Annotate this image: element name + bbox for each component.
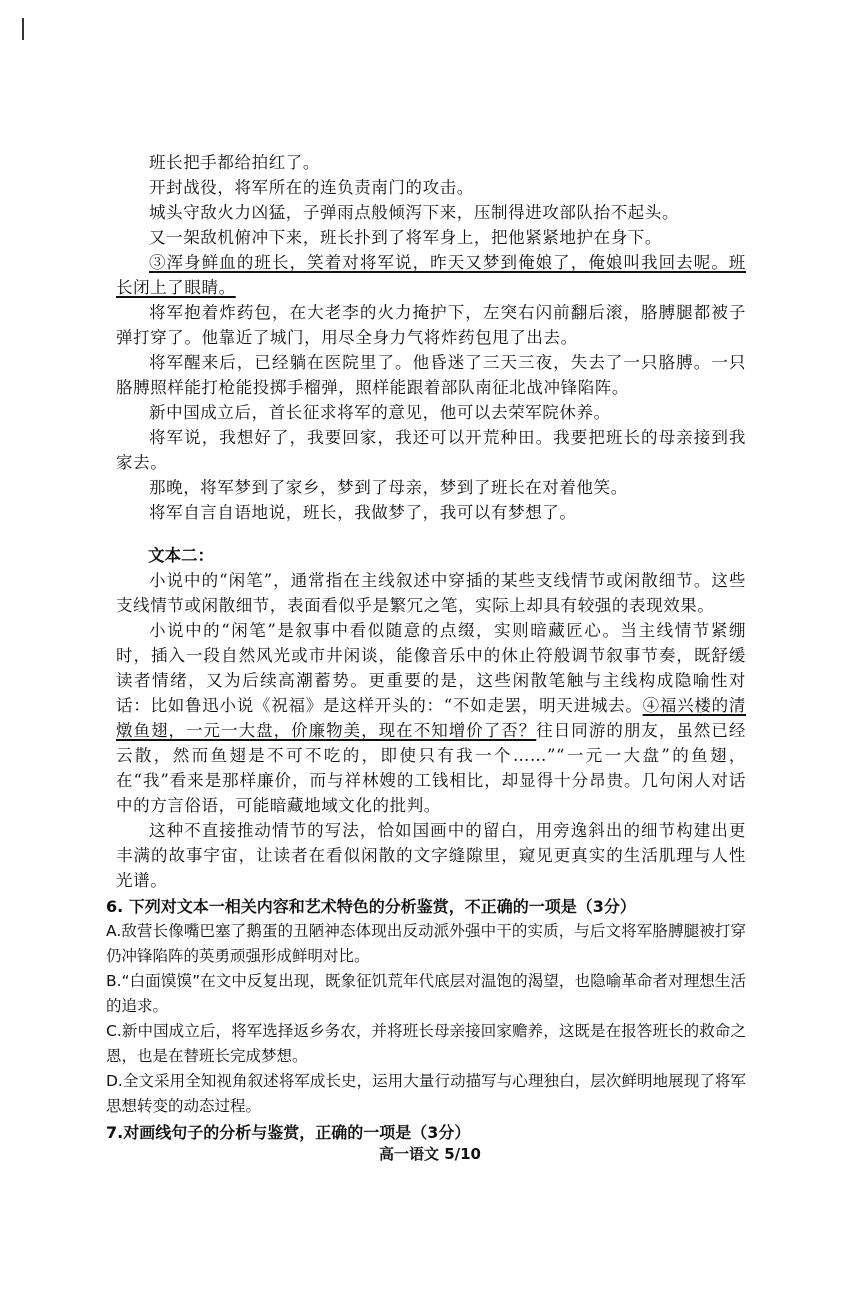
underlined-sentence-3: ③浑身鲜血的班长，笑着对将军说，昨天又梦到俺娘了，俺娘叫我回去呢。班长闭上了眼睛。: [116, 253, 746, 297]
text1-paragraph: 将军自言自语地说，班长，我做梦了，我可以有梦想了。: [149, 503, 577, 522]
text1-paragraph: 将军醒来后，已经躺在医院里了。他昏迷了三天三夜，失去了一只胳膊。一只胳膊照样能打枪能投掷手榴弹，照样能跟着部队南征北战冲锋陷阵。: [116, 353, 746, 397]
text2-section: [116, 543, 746, 893]
text2-p2-before: 小说中的“闲笔”是叙事中看似随意的点缀，实则暗藏匠心。当主线情节紧绷时，插入一段自然风光或市井闲谈，能像音乐中的休止符般调节叙事节奏，既舒缓读者情绪，又为后续高潮蓄势。更重要的是，这些闲散笔触与主线构成隐喻性对话：比如鲁迅小说《祝福》是这样开头的：“不如走罢，明天进城去。: [116, 621, 746, 715]
text2-title: 文本二：: [148, 546, 214, 565]
text1-paragraph: 将军抱着炸药包，在大老李的火力掩护下，左突右闪前翻后滚，胳膊腿都被子弹打穿了。他靠近了城门，用尽全身力气将炸药包甩了出去。: [116, 303, 746, 347]
text1-paragraph: 开封战役，将军所在的连负责南门的攻击。: [149, 178, 474, 197]
text1-paragraph: 那晚，将军梦到了家乡，梦到了母亲，梦到了班长在对着他笑。: [149, 478, 628, 497]
text2-paragraph-3: 这种不直接推动情节的写法，恰如国画中的留白，用旁逸斜出的细节构建出更丰满的故事宇宙，让读者在看似闲散的文字缝隙里，窥见更真实的生活肌理与人性光谱。: [116, 821, 746, 890]
text2-paragraph-1: 小说中的“闲笔”，通常指在主线叙述中穿插的某些支线情节或闲散细节。这些支线情节或闲散细节，表面看似乎是繁冗之笔，实际上却具有较强的表现效果。: [116, 571, 746, 615]
question-6-title: 6. 下列对文本一相关内容和艺术特色的分析鉴赏，不正确的一项是（3分）: [106, 897, 636, 916]
question-6-option-d: D.全文采用全知视角叙述将军成长史，运用大量行动描写与心理独白，层次鲜明地展现了将军思想转变的动态过程。: [106, 1072, 746, 1115]
text1-paragraph: 新中国成立后，首长征求将军的意见，他可以去荣军院休养。: [149, 403, 611, 422]
text1-paragraph: 城头守敌火力凶猛，子弹雨点般倾泻下来，压制得进攻部队抬不起头。: [149, 203, 680, 222]
question-6: [106, 895, 746, 1119]
question-6-option-c: C.新中国成立后，将军选择返乡务农，并将班长母亲接回家赡养，这既是在报答班长的救命之恩，也是在替班长完成梦想。: [106, 1022, 746, 1065]
question-6-option-a: A.敌营长像嘴巴塞了鹅蛋的丑陋神态体现出反动派外强中干的实质，与后文将军胳膊腿被打穿仍冲锋陷阵的英勇顽强形成鲜明对比。: [106, 922, 746, 965]
page-footer: 高一语文 5/10: [378, 1145, 481, 1163]
text2-paragraph-2: [116, 618, 746, 818]
document-page: [106, 150, 747, 1145]
text2-p2-after: 往日同游的朋友，虽然已经云散，然而鱼翅是不可不吃的，即使只有我一个……”“一元一大盘”的鱼翅，在“我”看来是那样廉价，而与祥林嫂的工钱相比，却显得十分昂贵。几句闲人对话中的方言俗语，可能暗藏地域文化的批判。: [116, 721, 747, 815]
text1-paragraph: 又一架敌机俯冲下来，班长扑到了将军身上，把他紧紧地护在身下。: [149, 228, 662, 247]
underlined-sentence-4: ④福兴楼的清燉鱼翅，一元一大盘，价廉物美，现在不知增价了否？: [116, 696, 746, 740]
question-6-option-b: B.“白面馍馍”在文中反复出现，既象征饥荒年代底层对温饱的渴望，也隐喻革命者对理想生活的追求。: [106, 972, 746, 1015]
text1-underlined-sentence-3: [116, 250, 746, 300]
text1-paragraph: 班长把手都给拍红了。: [149, 153, 320, 172]
question-7-title: 7.对画线句子的分析与鉴赏，正确的一项是（3分）: [106, 1123, 471, 1142]
scan-edge-mark: [22, 18, 24, 40]
text1-section: [116, 150, 746, 525]
question-7: [106, 1121, 746, 1145]
text1-paragraph: 将军说，我想好了，我要回家，我还可以开荒种田。我要把班长的母亲接到我家去。: [116, 428, 746, 472]
